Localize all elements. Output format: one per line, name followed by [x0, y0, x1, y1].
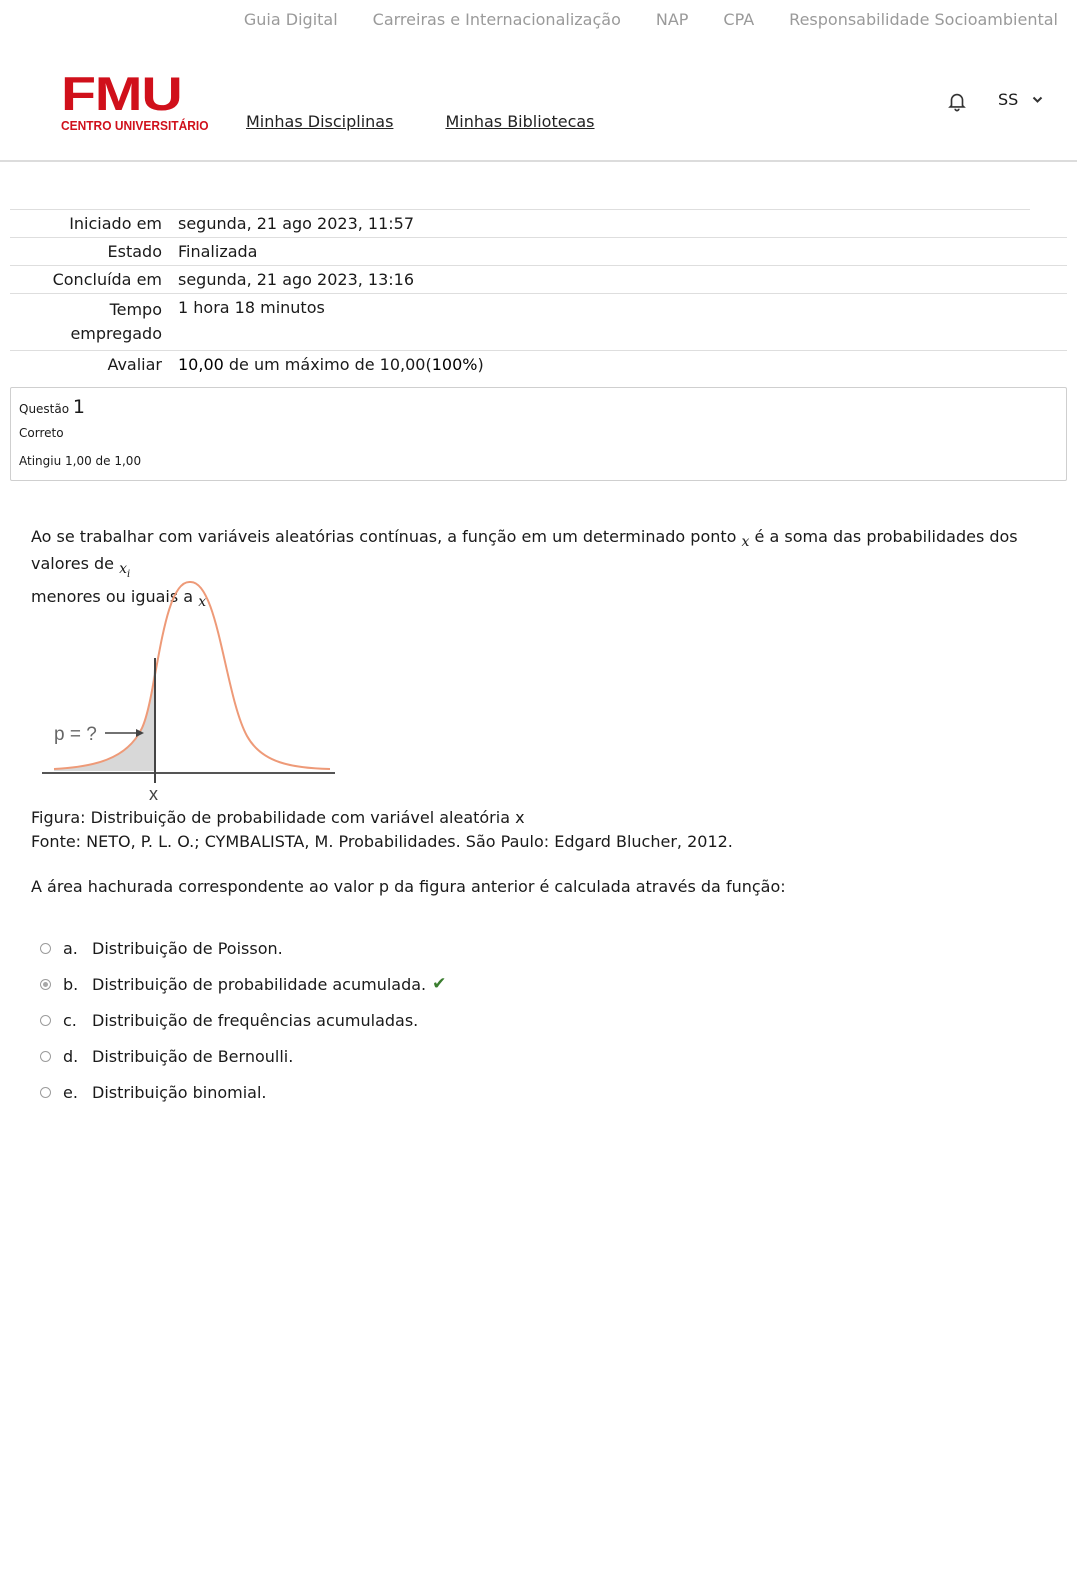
logo-subtitle: CENTRO UNIVERSITÁRIO — [61, 118, 209, 133]
option-letter: c. — [63, 1010, 77, 1030]
link-guia-digital[interactable]: Guia Digital — [243, 10, 338, 29]
question-info-box — [10, 387, 1067, 481]
normal-distribution-figure — [32, 578, 342, 803]
option-text: Distribuição binomial. — [92, 1082, 267, 1102]
link-carreiras[interactable]: Carreiras e Internacionalização — [372, 10, 621, 29]
link-nap[interactable]: NAP — [655, 10, 689, 29]
attempt-summary — [10, 209, 1067, 378]
radio-option-d[interactable] — [40, 1051, 51, 1062]
radio-option-b[interactable] — [40, 979, 51, 990]
radio-option-e[interactable] — [40, 1087, 51, 1098]
answer-options — [40, 930, 446, 1110]
figure-caption — [31, 806, 733, 854]
summary-label: Concluída em — [52, 270, 162, 289]
question-number — [19, 396, 85, 418]
option-b[interactable] — [40, 966, 446, 1002]
summary-label: Iniciado em — [69, 214, 162, 233]
grade-value — [178, 355, 1067, 374]
summary-row — [10, 350, 1067, 378]
math-var-xi-sub: i — [127, 568, 131, 580]
option-letter: e. — [63, 1082, 78, 1102]
top-links — [244, 10, 1058, 29]
math-var-x-2: x — [198, 593, 207, 610]
shaded-area — [54, 660, 155, 771]
user-initials: SS — [998, 90, 1019, 109]
question-status: Correto — [19, 426, 64, 440]
summary-value: segunda, 21 ago 2023, 13:16 — [178, 270, 415, 289]
grade-middle: de um máximo de 10,00( — [223, 355, 432, 374]
summary-label: Tempo empregado — [70, 300, 162, 343]
summary-row — [10, 293, 1067, 350]
x-label: x — [149, 784, 158, 803]
summary-value: segunda, 21 ago 2023, 11:57 — [178, 214, 415, 233]
nav-minhas-bibliotecas[interactable]: Minhas Bibliotecas — [445, 112, 595, 131]
check-icon: ✔ — [432, 974, 447, 994]
link-cpa[interactable]: CPA — [723, 10, 755, 29]
question-grade: Atingiu 1,00 de 1,00 — [19, 454, 142, 468]
link-responsabilidade[interactable]: Responsabilidade Socioambiental — [789, 10, 1058, 29]
question-number-value: 1 — [72, 396, 86, 418]
option-text: Distribuição de frequências acumuladas. — [92, 1010, 419, 1030]
caption-source: Fonte: NETO, P. L. O.; CYMBALISTA, M. Probabilidades. São Paulo: Edgard Blucher, 2012. — [31, 832, 733, 851]
option-a[interactable] — [40, 930, 446, 966]
summary-value: Finalizada — [178, 242, 258, 261]
option-text: Distribuição de Bernoulli. — [92, 1046, 294, 1066]
summary-label: Avaliar — [107, 355, 162, 374]
option-letter: b. — [63, 974, 79, 994]
summary-row — [10, 237, 1067, 265]
option-text: Distribuição de probabilidade acumulada. — [92, 974, 427, 994]
question-text-part2: é a soma das probabilidades dos valores de — [31, 527, 1018, 573]
summary-row — [10, 209, 1030, 237]
option-letter: a. — [63, 938, 78, 958]
nav-minhas-disciplinas[interactable]: Minhas Disciplinas — [246, 112, 394, 131]
user-menu[interactable] — [998, 90, 1043, 109]
math-var-xi — [119, 561, 131, 580]
option-e[interactable] — [40, 1074, 446, 1110]
grade-percent: 100% — [431, 355, 478, 374]
radio-option-c[interactable] — [40, 1015, 51, 1026]
grade-score: 10,00 — [178, 355, 224, 374]
question-prompt: A área hachurada correspondente ao valor p da figura anterior é calculada através da função: — [31, 877, 786, 896]
caption-line1: Figura: Distribuição de probabilidade com variável aleatória x — [31, 808, 525, 827]
summary-value: 1 hora 18 minutos — [178, 298, 325, 317]
fmu-logo[interactable] — [61, 67, 209, 134]
option-letter: d. — [63, 1046, 79, 1066]
summary-row — [10, 265, 1067, 293]
question-text-part1: Ao se trabalhar com variáveis aleatórias contínuas, a função em um determinado ponto — [31, 527, 737, 546]
logo-text: FMU — [61, 67, 182, 120]
option-c[interactable] — [40, 1002, 446, 1038]
p-label: p = ? — [54, 724, 97, 745]
option-d[interactable] — [40, 1038, 446, 1074]
option-text: Distribuição de Poisson. — [92, 938, 283, 958]
grade-end: ) — [477, 355, 484, 374]
bell-icon[interactable] — [946, 90, 968, 112]
math-var-x: x — [741, 534, 750, 550]
question-text-part3: menores ou iguais a — [31, 586, 194, 606]
main-nav — [246, 112, 595, 131]
summary-label: Estado — [107, 242, 162, 261]
question-prefix: Questão — [19, 402, 70, 416]
radio-option-a[interactable] — [40, 943, 51, 954]
site-header — [0, 58, 1077, 162]
chevron-down-icon — [1032, 96, 1043, 104]
math-var-xi-base: x — [119, 561, 127, 577]
